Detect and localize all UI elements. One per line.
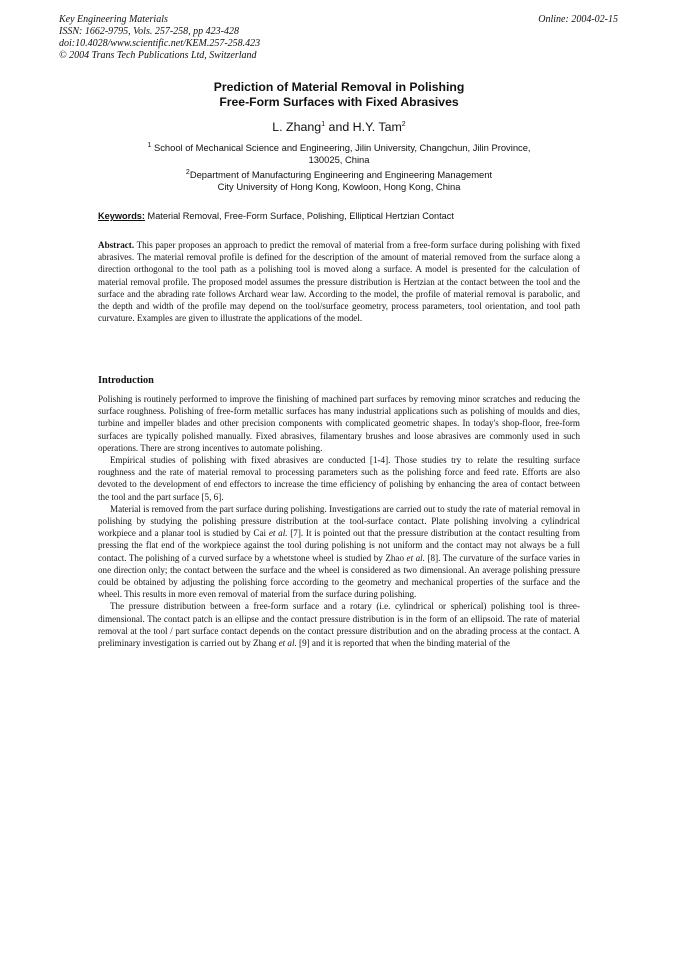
intro-p3-part-a: Material is removed from the part surface during polishing. Investigations are carried out to study the rate of material removal in polishing by studying the polishing pressure distribution at the tool-surface contact. Plate polishing involving a cylindrical workpiece and a planar tool is studied by Cai [98,503,580,539]
issn-line: ISSN: 1662-9795, Vols. 257-258, pp 423-428 [59,26,239,37]
keywords-label: Keywords: [98,211,145,221]
author-1-sup: 1 [321,120,326,128]
abstract-text: This paper proposes an approach to predict the removal of material from a free-form surface during polishing with fixed abrasives. The material removal profile is defined for the description of the amount of material removed from the surface along a direction orthogonal to the tool path as a polishing tool is moved along a surface. A model is presented for the calculation of material removal profile. The proposed model assumes the pressure distribution is Hertzian at the contact between the tool and the surface and the abrading rate follows Archard wear law. According to the model, the profile of material removal is parabolic, and the depth and width of the profile may depend on the tool/surface geometry, process parameters, tool orientation, and tool path curvature. Examples are given to illustrate the applications of the model. [98,240,580,324]
doi-line[interactable]: doi:10.4028/www.scientific.net/KEM.257-258.423 [59,38,261,49]
title-line-2: Free-Form Surfaces with Fixed Abrasives [219,95,459,109]
intro-p3-etal-2: et al. [406,552,425,563]
affiliation-2 [0,167,678,193]
online-date: Online: 2004-02-15 [538,14,618,25]
keywords [98,211,454,221]
intro-p4-etal: et al. [278,638,297,649]
copyright-line: © 2004 Trans Tech Publications Ltd, Switzerland [59,50,257,61]
intro-paragraph-4 [98,600,580,649]
affiliation-2-line-2: City University of Hong Kong, Kowloon, Hong Kong, China [217,181,461,193]
introduction-heading: Introduction [98,375,154,386]
author-and: and [325,120,353,134]
affiliation-1-sup: 1 [147,142,152,149]
introduction-body [98,393,580,649]
affiliation-1-line-2: 130025, China [308,154,370,166]
affiliation-1-line-1: School of Mechanical Science and Engineering, Jilin University, Changchun, Jilin Province, [153,142,531,154]
title-line-1: Prediction of Material Removal in Polishing [213,80,465,94]
intro-p3-etal-1: et al. [268,528,288,539]
paper-title [0,80,678,110]
journal-name: Key Engineering Materials [59,14,168,25]
affiliation-1 [0,140,678,166]
intro-paragraph-3 [98,503,580,601]
journal-header [59,14,260,62]
author-2: H.Y. Tam [352,120,402,134]
affiliation-2-line-1: Department of Manufacturing Engineering and Engineering Management [189,169,493,181]
author-1: L. Zhang [272,120,322,134]
intro-paragraph-2: Empirical studies of polishing with fixed abrasives are conducted [1-4]. Those studies try to relate the resulting surface roughness and the rate of material removal to processing parameters such as the polishing force and feed rate. Efforts are also devoted to the development of end effectors to increase the time efficiency of polishing by enhancing the area of contact between the tool and the part surface [5, 6]. [98,455,580,502]
abstract-label: Abstract. [98,240,135,250]
author-line [0,120,678,134]
author-2-sup: 2 [401,120,406,128]
intro-p4-part-a: The pressure distribution between a free-form surface and a rotary (i.e. cylindrical or spherical) polishing tool is three-dimensional. The contact patch is an ellipse and the contact pressure distribution is in the form of an ellipsoid. The rate of material removal at the tool / part surface contact depends on the contact pressure distribution and on the abrading process at the contact. A preliminary investigation is carried out by Zhang [98,601,580,649]
keywords-text: Material Removal, Free-Form Surface, Polishing, Elliptical Hertzian Contact [144,211,454,221]
intro-p3-part-c: [8]. The curvature of the surface varies in one direction only; the contact between the surface and the wheel is considered as two dimensional. An average polishing pressure could be obtained by adjusting the polishing force according to the geometry and mechanical properties of the surface and the wheel. This results in more even removal of material from the surface during polishing. [98,552,581,600]
intro-p3-part-b: [7]. It is pointed out that the pressure distribution at the contact resulting from pressing the flat end of the workpiece against the tool during polishing is not uniform and the contact may not always be a full contact. The polishing of a curved surface by a whetstone wheel is studied by Zhao [98,528,580,563]
affiliation-2-sup: 2 [185,169,190,176]
intro-paragraph-1: Polishing is routinely performed to improve the finishing of machined part surfaces by removing minor scratches and reducing the surface roughness. Polishing of free-form metallic surfaces has many industrial applications such as polishing of moulds and dies, turbine and impeller blades and other precision components with complicated geometric shapes. In today's shop-floor, free-form surfaces are typically polished manually. Fixed abrasives, filamentary brushes and loose abrasives are commonly used in such operations. There are strong incentives to automate polishing. [98,394,580,453]
intro-p4-part-b: [9] and it is reported that when the binding material of the [296,638,510,649]
abstract [98,239,580,324]
